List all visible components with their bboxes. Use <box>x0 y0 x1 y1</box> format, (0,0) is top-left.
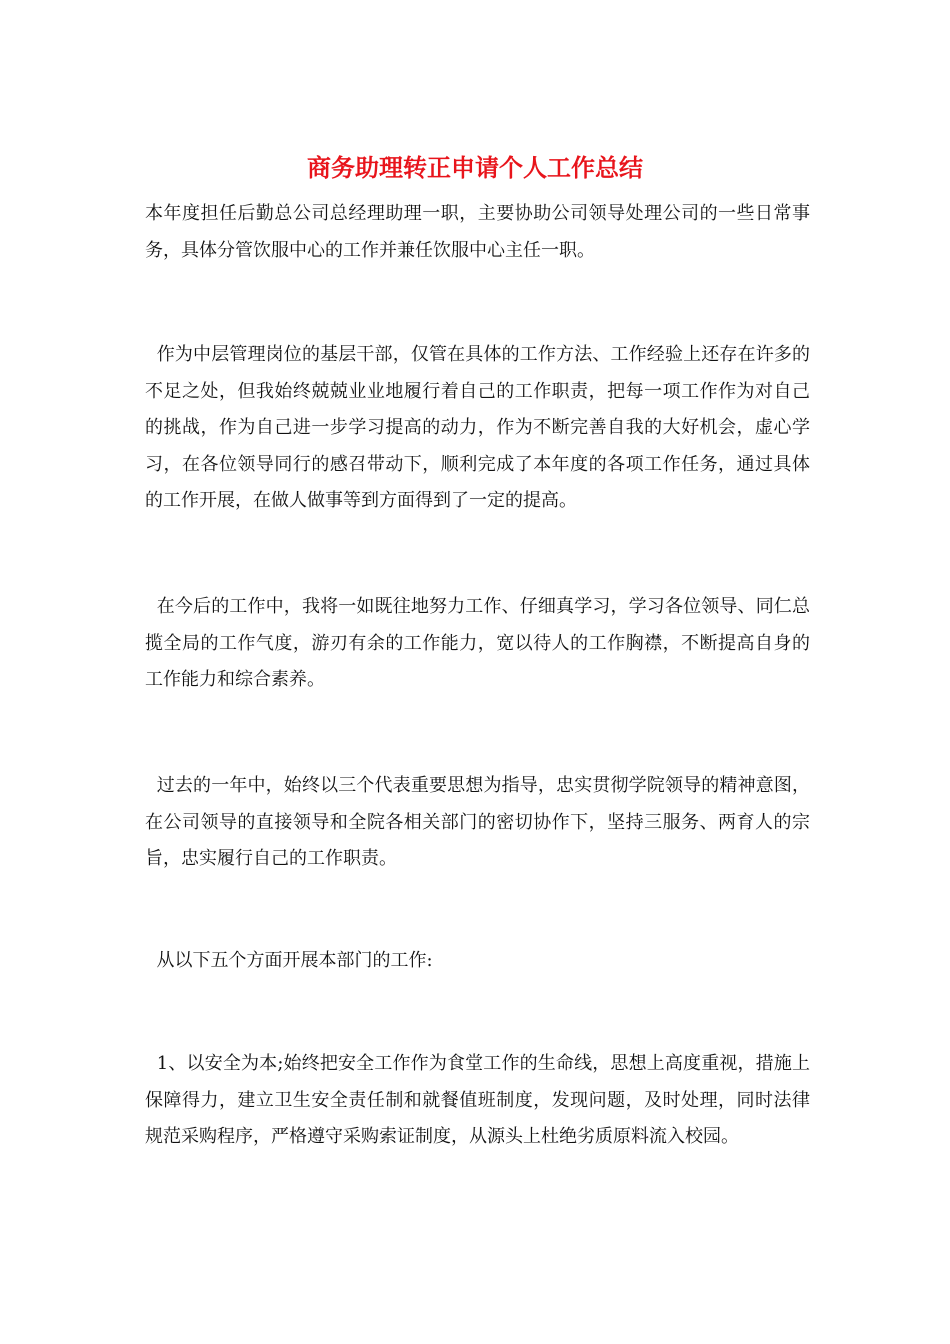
paragraph-five-aspects: 从以下五个方面开展本部门的工作: <box>145 950 433 971</box>
paragraph-intro: 本年度担任后勤总公司总经理助理一职，主要协助公司领导处理公司的一些日常事务，具体分管饮服中心的工作并兼任饮服中心主任一职。 <box>145 203 810 261</box>
paragraph-role-reflection: 作为中层管理岗位的基层干部，仅管在具体的工作方法、工作经验上还存在许多的不足之处，但我始终兢兢业业地履行着自己的工作职责，把每一项工作作为对自己的挑战，作为自己进一步学习提高的动力，作为不断完善自我的大好机会，虚心学习，在各位领导同行的感召带动下，顺利完成了本年度的各项工作任务，通过具体的工作开展，在做人做事等到方面得到了一定的提高。 <box>145 344 810 511</box>
paragraph-safety-first: 1、以安全为本;始终把安全工作作为食堂工作的生命线，思想上高度重视，措施上保障得力，建立卫生安全责任制和就餐值班制度，发现问题，及时处理，同时法律规范采购程序，严格遵守采购索证制度，从源头上杜绝劣质原料流入校园。 <box>145 1053 810 1147</box>
paragraph-past-year: 过去的一年中，始终以三个代表重要思想为指导，忠实贯彻学院领导的精神意图，在公司领导的直接领导和全院各相关部门的密切协作下，坚持三服务、两育人的宗旨，忠实履行自己的工作职责。 <box>145 775 810 869</box>
paragraph-future-plans: 在今后的工作中，我将一如既往地努力工作、仔细真学习，学习各位领导、同仁总揽全局的工作气度，游刃有余的工作能力，宽以待人的工作胸襟，不断提高自身的工作能力和综合素养。 <box>145 596 810 690</box>
document-title: 商务助理转正申请个人工作总结 <box>307 153 643 182</box>
